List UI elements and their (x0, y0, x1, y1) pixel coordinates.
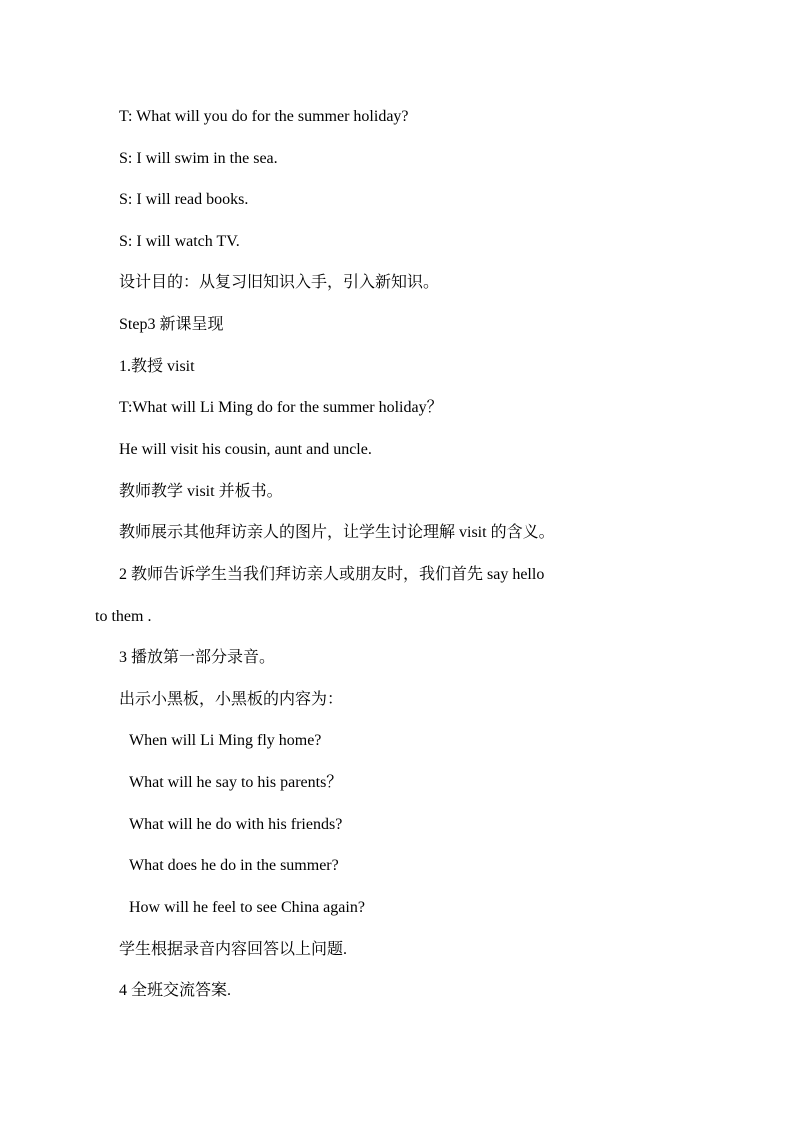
paragraph-line: 出示小黑板，小黑板的内容为： (119, 691, 344, 708)
numbered-item: 2 教师告诉学生当我们拜访亲人或朋友时，我们首先 say hello (119, 566, 545, 583)
paragraph-line: 教师展示其他拜访亲人的图片，让学生讨论理解 visit 的含义。 (119, 524, 555, 541)
dialogue-line: T: What will you do for the summer holiday? (119, 108, 409, 125)
blackboard-question: What will he say to his parents？ (129, 774, 343, 791)
numbered-item: 1.教授 visit (119, 358, 195, 375)
paragraph-line: 学生根据录音内容回答以上问题. (119, 941, 348, 958)
numbered-item: 4 全班交流答案. (119, 982, 232, 999)
design-purpose-line: 设计目的：从复习旧知识入手，引入新知识。 (119, 274, 440, 291)
blackboard-question: What will he do with his friends? (129, 816, 343, 833)
paragraph-line: 教师教学 visit 并板书。 (119, 483, 283, 500)
step-heading: Step3 新课呈现 (119, 316, 224, 333)
paragraph-continuation: to them . (95, 608, 152, 625)
blackboard-question: How will he feel to see China again? (129, 899, 365, 916)
dialogue-line: S: I will swim in the sea. (119, 150, 278, 167)
dialogue-line: S: I will read books. (119, 191, 249, 208)
dialogue-line: S: I will watch TV. (119, 233, 240, 250)
blackboard-question: When will Li Ming fly home? (129, 732, 322, 749)
dialogue-line: He will visit his cousin, aunt and uncle. (119, 441, 372, 458)
blackboard-question: What does he do in the summer? (129, 857, 339, 874)
dialogue-line: T:What will Li Ming do for the summer holiday？ (119, 399, 443, 416)
numbered-item: 3 播放第一部分录音。 (119, 649, 276, 666)
